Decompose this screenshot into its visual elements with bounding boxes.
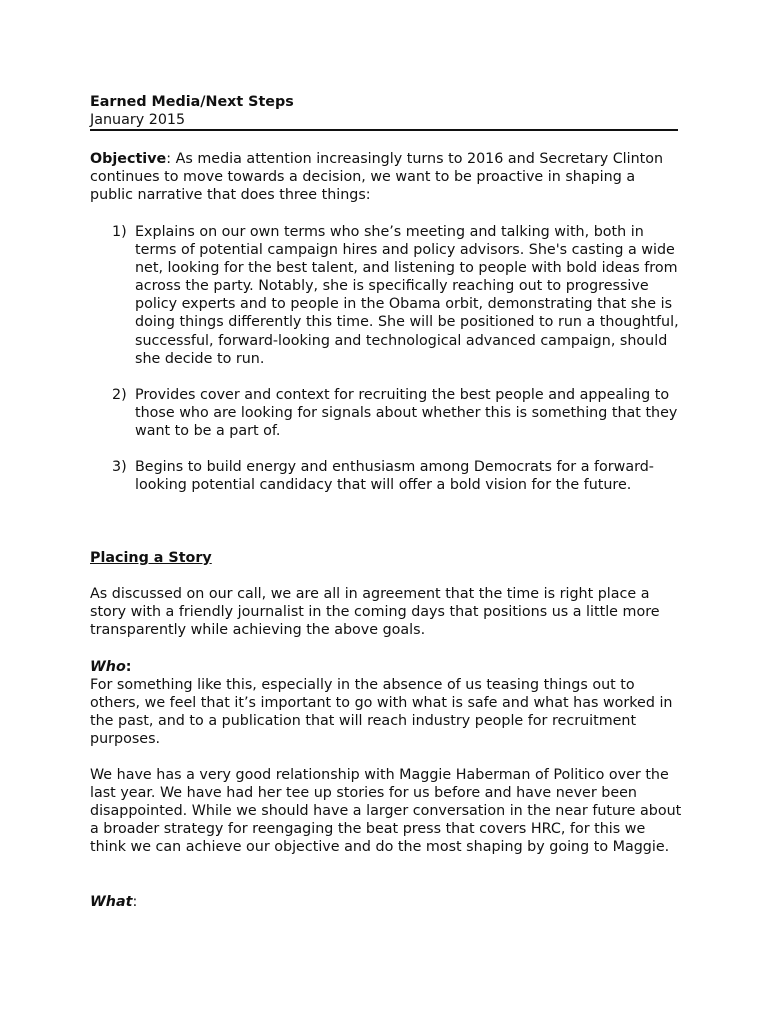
document-title: Earned Media/Next Steps [90, 94, 294, 110]
who-section [90, 658, 682, 748]
list-number: 3) [112, 459, 127, 476]
list-text: Explains on our own terms who she’s meeting and talking with, both in terms of potential campaign hires and policy advisors. She's casting a wide net, looking for the best talent, and listening to people with bold ideas from across the party. Notably, she is specifically reaching out to progressive policy experts and to people in the Obama orbit, demonstrating that she is doing things differently this time. She will be positioned to run a thoughtful, successful, forward-looking and technological advanced campaign, should she decide to run. [135, 224, 679, 367]
list-item [90, 386, 682, 440]
maggie-text: We have has a very good relationship with Maggie Haberman of Politico over the last year. We have had her tee up stories for us before and have never been disappointed. While we should have a larger conversation in the near future about a broader strategy for reengaging the beat press that covers HRC, for this we think we can achieve our objective and do the most shaping by going to Maggie. [90, 767, 682, 856]
list-text: Provides cover and context for recruiting the best people and appealing to those who are looking for signals about whether this is something that they want to be a part of. [135, 386, 678, 439]
list-text: Begins to build energy and enthusiasm among Democrats for a forward-looking potential candidacy that will offer a bold vision for the future. [135, 459, 654, 494]
list-item [90, 223, 682, 368]
intro-text: As discussed on our call, we are all in agreement that the time is right place a story with a friendly journalist in the coming days that positions us a little more transparently while achieving the above goals. [90, 586, 660, 639]
what-section [90, 893, 682, 911]
what-colon: : [132, 894, 138, 910]
header-rule [90, 129, 678, 131]
list-item [90, 458, 682, 494]
who-label: Who [90, 659, 126, 675]
objectives-list [90, 223, 682, 494]
who-colon: : [125, 659, 132, 675]
section-heading: Placing a Story [90, 550, 212, 566]
objective-label: Objective [90, 151, 167, 167]
who-text: For something like this, especially in the absence of us teasing things out to others, we feel that it’s important to go with what is safe and what has worked in the past, and to a publication that will reach industry people for recruitment purposes. [90, 677, 673, 748]
what-label: What [90, 894, 133, 910]
placing-story-heading-block [90, 549, 682, 567]
document-date: January 2015 [90, 112, 186, 129]
maggie-paragraph [90, 766, 682, 856]
objective-text: : As media attention increasingly turns to 2016 and Secretary Clinton continues to move towards a decision, we want to be proactive in shaping a public narrative that does three things: [90, 151, 664, 204]
list-number: 1) [112, 224, 127, 240]
list-number: 2) [112, 386, 127, 403]
intro-paragraph [90, 585, 682, 639]
objective-paragraph [90, 150, 682, 204]
document-header [90, 93, 678, 129]
